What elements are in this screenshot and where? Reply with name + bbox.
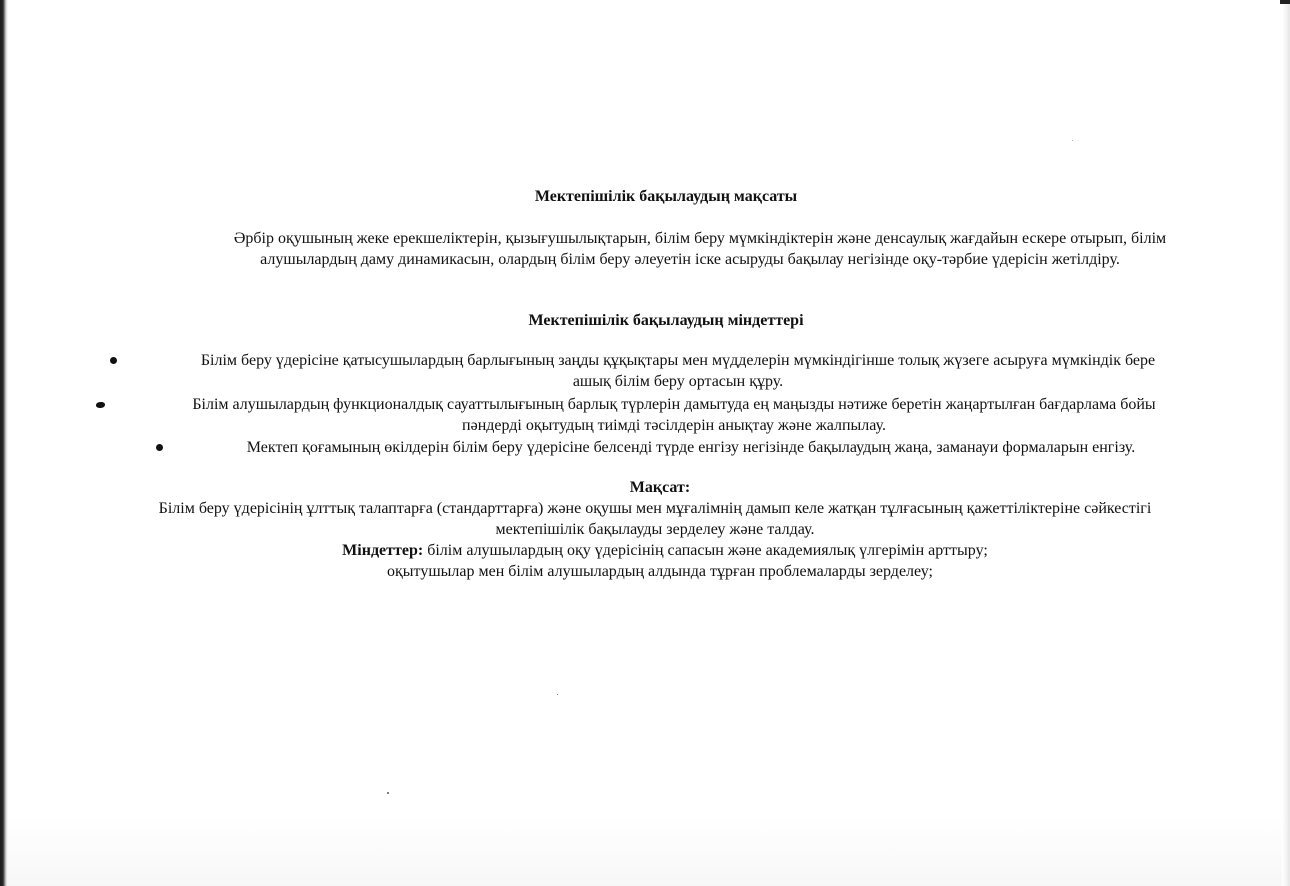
list-item-line: Мектеп қоғамының өкілдерін білім беру үдерісіне белсенді түрде енгізу негізінде бақылаудың жаңа, заманауи формаларын енгізу. bbox=[246, 439, 1136, 456]
bullet-icon bbox=[110, 357, 117, 364]
scan-edge-left bbox=[0, 0, 8, 886]
section-heading-goal: Мектепішілік бақылаудың мақсаты bbox=[534, 188, 798, 205]
list-item bbox=[128, 350, 1228, 392]
scan-speck bbox=[1072, 140, 1073, 141]
bullet-icon bbox=[156, 444, 163, 451]
goal-text-line-2: мектепішілік бақылауды зерделеу және талдау. bbox=[495, 521, 815, 538]
goal-block bbox=[0, 477, 1290, 498]
list-item bbox=[176, 437, 1206, 458]
goal-title: Мақсат: bbox=[629, 479, 691, 496]
list-item bbox=[120, 394, 1228, 436]
goal-paragraph-line-2: алушылардың даму динамикасын, олардың білім беру әлеуетін іске асыруды бақылау негізінде оқу-тәрбие үдерісін жетілдіру. bbox=[260, 251, 1120, 268]
tasks-line-2: оқытушылар мен білім алушылардың алдында тұрған проблемаларды зерделеу; bbox=[387, 563, 933, 580]
tasks-text-1: білім алушылардың оқу үдерісінің сапасын және академиялық үлгерімін арттыру; bbox=[423, 542, 988, 559]
goal-text-line-1: Білім беру үдерісінің ұлттық талаптарға (стандарттарға) және оқушы мен мұғалімнің дамып келе жатқан тұлғасының қажеттіліктеріне сәйкестігі bbox=[158, 500, 1152, 517]
scan-shadow bbox=[8, 816, 1282, 886]
bullet-icon bbox=[96, 402, 105, 408]
tasks-label: Міндеттер: bbox=[342, 542, 424, 559]
scan-speck bbox=[557, 694, 558, 695]
scan-speck bbox=[387, 792, 389, 794]
list-item-line: ашық білім беру ортасын құру. bbox=[572, 373, 784, 390]
scan-corner-mark bbox=[1280, 0, 1290, 4]
scan-edge-right bbox=[1282, 0, 1290, 886]
list-item-line: Білім беру үдерісіне қатысушылардың барлығының заңды құқықтары мен мүдделерін мүмкіндігінше толық жүзеге асыруға мүмкіндік бере bbox=[200, 352, 1156, 369]
goal-text bbox=[60, 498, 1250, 540]
goal-paragraph-line-1: Әрбір оқушының жеке ерекшеліктерін, қызығушылықтарын, білім беру мүмкіндіктерін және денсаулық жағдайын ескере отырып, білім bbox=[233, 230, 1167, 247]
goal-paragraph bbox=[150, 228, 1230, 270]
tasks-line bbox=[0, 540, 1290, 561]
list-item-line: пәндерді оқытудың тиімді тәсілдерін анықтау және жалпылау. bbox=[462, 417, 886, 434]
section-heading-tasks: Мектепішілік бақылаудың міндеттері bbox=[528, 312, 804, 329]
list-item-line: Білім алушылардың функционалдық сауаттылығының барлық түрлерін дамытуда ең маңызды нәтиже беретін жаңартылған бағдарлама бойы bbox=[192, 396, 1156, 413]
